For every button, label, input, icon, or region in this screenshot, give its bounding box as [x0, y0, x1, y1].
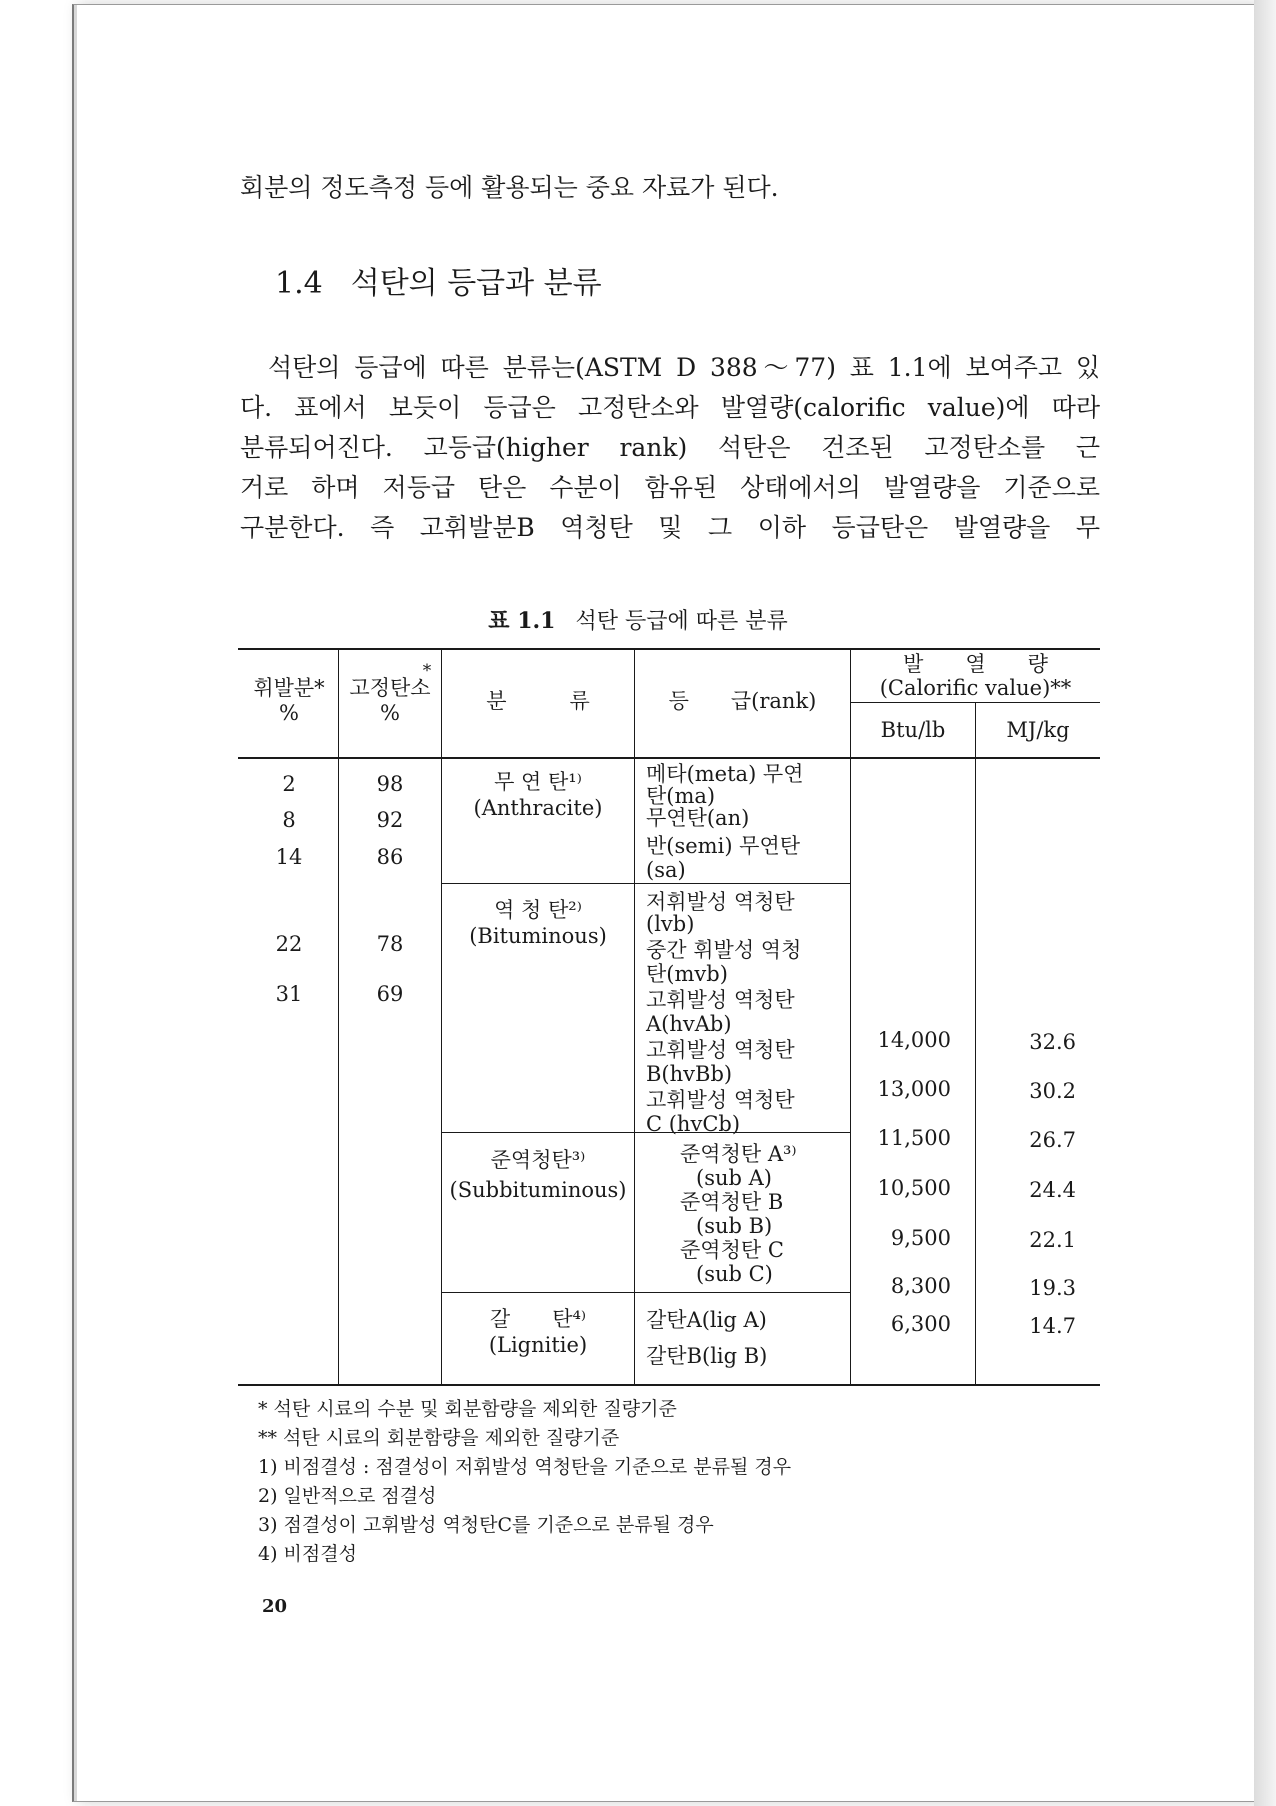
rank-line: 탄(mvb)	[646, 962, 728, 986]
header-mj: MJ/kg	[1006, 718, 1070, 742]
fixed-carbon-value: 69	[376, 982, 404, 1006]
mj-value: 26.7	[1029, 1128, 1076, 1152]
class-bituminous-en: (Bituminous)	[469, 924, 607, 948]
class-anthracite-en: (Anthracite)	[473, 796, 603, 820]
table-bottom-rule	[238, 1384, 1100, 1386]
rank-line: 갈탄B(lig B)	[646, 1344, 768, 1368]
paragraph-line: 다. 표에서 보듯이 등급은 고정탄소와 발열량(calorific value)에 따라	[240, 393, 1100, 422]
mj-value: 19.3	[1029, 1276, 1076, 1300]
paragraph-line: 거로 하며 저등급 탄은 수분이 함유된 상태에서의 발열량을 기준으로	[240, 473, 1100, 502]
table-caption-text: 석탄 등급에 따른 분류	[575, 609, 788, 634]
column-divider	[441, 650, 442, 1384]
footnote: 1) 비점결성 : 점결성이 저휘발성 역청탄을 기준으로 분류될 경우	[258, 1456, 792, 1478]
btu-value: 13,000	[877, 1077, 951, 1101]
btu-value: 9,500	[890, 1226, 951, 1250]
rank-line: (sub A)	[696, 1166, 772, 1190]
btu-value: 14,000	[877, 1028, 951, 1052]
fixed-carbon-value: 98	[376, 772, 404, 796]
btu-value: 8,300	[890, 1274, 951, 1298]
header-btu: Btu/lb	[880, 718, 946, 742]
rank-line: 반(semi) 무연탄	[646, 834, 801, 858]
paragraph-line: 석탄의 등급에 따른 분류는(ASTM D 388～77) 표 1.1에 보여주고 있	[268, 353, 1100, 382]
group-divider	[441, 1292, 851, 1293]
header-fixed-carbon-star: *	[422, 661, 432, 681]
volatile-value: 22	[275, 932, 303, 956]
class-lignite-ko: 갈 탄⁴⁾	[489, 1307, 587, 1331]
class-anthracite-ko: 무 연 탄¹⁾	[494, 770, 582, 794]
table-top-rule	[238, 648, 1100, 650]
mj-value: 14.7	[1029, 1314, 1076, 1338]
header-bottom-rule	[238, 757, 1100, 759]
volatile-value: 2	[282, 772, 296, 796]
header-fixed-carbon-unit: %	[380, 701, 400, 725]
table-caption-label: 표 1.1	[488, 608, 556, 634]
btu-value: 6,300	[890, 1312, 951, 1336]
footnote: * 석탄 시료의 수분 및 회분함량을 제외한 질량기준	[258, 1398, 677, 1420]
rank-line: (sub C)	[696, 1262, 773, 1286]
header-calorific-ko: 발 열 량	[903, 652, 1048, 676]
paragraph-line: 분류되어진다. 고등급(higher rank) 석탄은 건조된 고정탄소를 근	[240, 433, 1100, 462]
rank-line: 준역청탄 B	[680, 1190, 784, 1214]
section-heading	[275, 258, 602, 302]
mj-value: 32.6	[1029, 1030, 1076, 1054]
rank-line: 준역청탄 C	[680, 1238, 784, 1262]
class-subbituminous-en: (Subbituminous)	[449, 1178, 627, 1202]
rank-line: 고휘발성 역청탄	[646, 1088, 795, 1112]
class-bituminous-ko: 역 청 탄²⁾	[494, 898, 582, 922]
column-divider	[634, 650, 635, 1384]
footnote: 3) 점결성이 고휘발성 역청탄C를 기준으로 분류될 경우	[258, 1514, 714, 1536]
rank-line: 탄(ma)	[646, 784, 716, 808]
volatile-value: 31	[275, 982, 303, 1006]
section-title: 석탄의 등급과 분류	[350, 266, 602, 301]
page-edge-shadow	[1254, 0, 1276, 1806]
rank-line: 준역청탄 A³⁾	[680, 1142, 797, 1166]
rank-line: (sa)	[646, 858, 686, 882]
footnote: 2) 일반적으로 점결성	[258, 1485, 437, 1507]
class-lignite-en: (Lignitie)	[488, 1333, 588, 1357]
header-rank: 등 급(rank)	[668, 689, 817, 713]
header-volatile-unit: %	[279, 701, 299, 725]
mj-value: 24.4	[1029, 1178, 1076, 1202]
fixed-carbon-value: 78	[376, 932, 404, 956]
mj-value: 22.1	[1029, 1228, 1076, 1252]
mj-value: 30.2	[1029, 1079, 1076, 1103]
header-calorific-en: (Calorific value)**	[879, 676, 1072, 700]
rank-line: (sub B)	[696, 1214, 773, 1238]
class-subbituminous-ko: 준역청탄³⁾	[490, 1148, 586, 1172]
rank-line: 고휘발성 역청탄	[646, 1038, 795, 1062]
rank-line: B(hvBb)	[646, 1062, 733, 1086]
rank-line: 중간 휘발성 역청	[646, 938, 802, 962]
table-caption	[0, 604, 1276, 635]
rank-line: 저휘발성 역청탄	[646, 890, 795, 914]
page-number: 20	[262, 1596, 288, 1617]
rank-line: 메타(meta) 무연	[646, 762, 804, 786]
rank-line: 무연탄(an)	[646, 806, 750, 830]
group-divider	[441, 883, 851, 884]
rank-line: A(hvAb)	[646, 1012, 732, 1036]
rank-line: (lvb)	[646, 912, 695, 936]
btu-value: 10,500	[877, 1176, 951, 1200]
volatile-value: 14	[275, 845, 303, 869]
rank-line: 갈탄A(lig A)	[646, 1308, 767, 1332]
header-volatile: 휘발분*	[253, 676, 325, 700]
section-number: 1.4	[275, 266, 323, 301]
column-divider	[338, 650, 339, 1384]
fixed-carbon-value: 86	[376, 845, 404, 869]
btu-value: 11,500	[877, 1126, 951, 1150]
header-fixed-carbon: 고정탄소	[349, 676, 431, 700]
paragraph-line: 구분한다. 즉 고휘발분B 역청탄 및 그 이하 등급탄은 발열량을 무	[240, 513, 1100, 542]
volatile-value: 8	[282, 808, 296, 832]
rank-line: 고휘발성 역청탄	[646, 988, 795, 1012]
top-line: 회분의 정도측정 등에 활용되는 중요 자료가 된다.	[240, 173, 779, 202]
footnote: 4) 비점결성	[258, 1543, 357, 1565]
header-class: 분 류	[486, 689, 590, 713]
fixed-carbon-value: 92	[376, 808, 404, 832]
rank-line: C (hvCb)	[646, 1112, 741, 1136]
footnote: ** 석탄 시료의 회분함량을 제외한 질량기준	[258, 1427, 620, 1449]
